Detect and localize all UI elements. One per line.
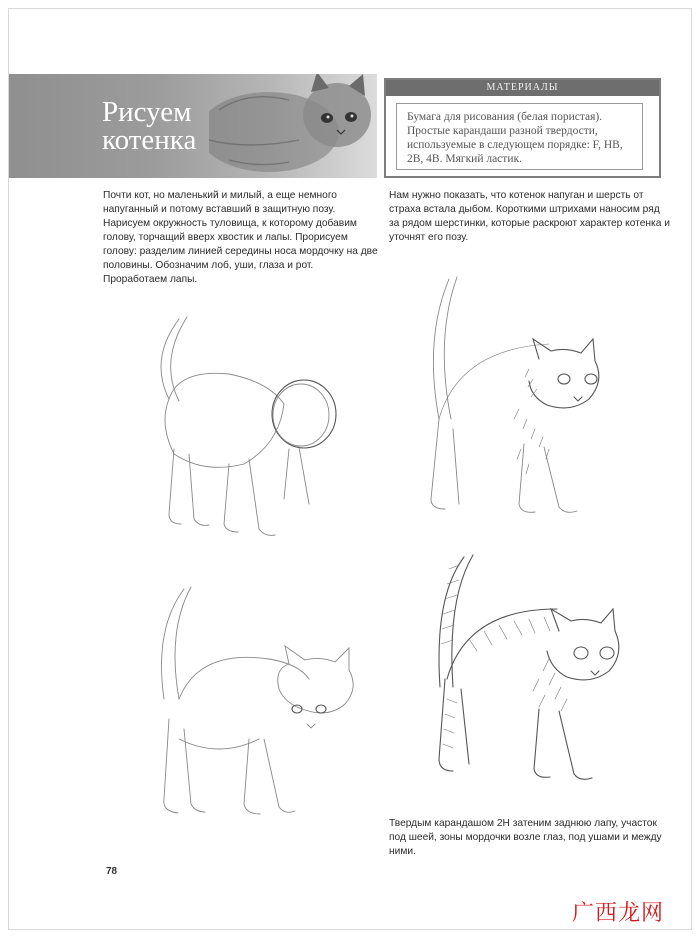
title-line-1: Рисуем	[102, 96, 192, 128]
page-title	[102, 98, 196, 154]
watermark-logo: 广西龙网	[572, 901, 665, 926]
fur-paragraph: Нам нужно показать, что котенок напуган и шерсть от страха встала дыбом. Короткими штрихами наносим ряд за рядом шерстинки, которые раскроют характер котенка и уточнят его позу.	[389, 190, 670, 243]
shading-paragraph: Твердым карандашом 2H затеним заднюю лапу, участок под шеей, зоны мордочки возле глаз, под ушами и между ними.	[389, 818, 662, 857]
title-banner	[9, 74, 377, 178]
materials-box	[384, 78, 661, 178]
materials-heading: МАТЕРИАЛЫ	[386, 80, 659, 96]
step-3-fur-sketch	[409, 269, 639, 529]
step-2-outline-drawing	[139, 579, 359, 849]
step-4-shaded-drawing	[409, 549, 639, 809]
title-line-2: котенка	[102, 124, 197, 156]
step-1-construction-sketch	[139, 299, 359, 559]
page-number: 78	[106, 866, 118, 877]
book-page	[8, 8, 692, 930]
materials-text: Бумага для рисования (белая пористая). Простые карандаши разной твердости, используемые в следующем порядке: F, HB, 2B, 4B. Мягкий ластик.	[396, 103, 643, 170]
intro-paragraph: Почти кот, но маленький и милый, а еще немного напуганный и потому вставший в защитную позу. Нарисуем окружность туловища, к которому добавим голову, торчащий вверх хвостик и лапы. Прорисуем голову: разделим линией середины носа мордочку на две половины. Обозначим лоб, уши, глаза и рот. Проработаем лапы.	[103, 190, 378, 285]
kitten-photo-illustration	[209, 74, 377, 178]
